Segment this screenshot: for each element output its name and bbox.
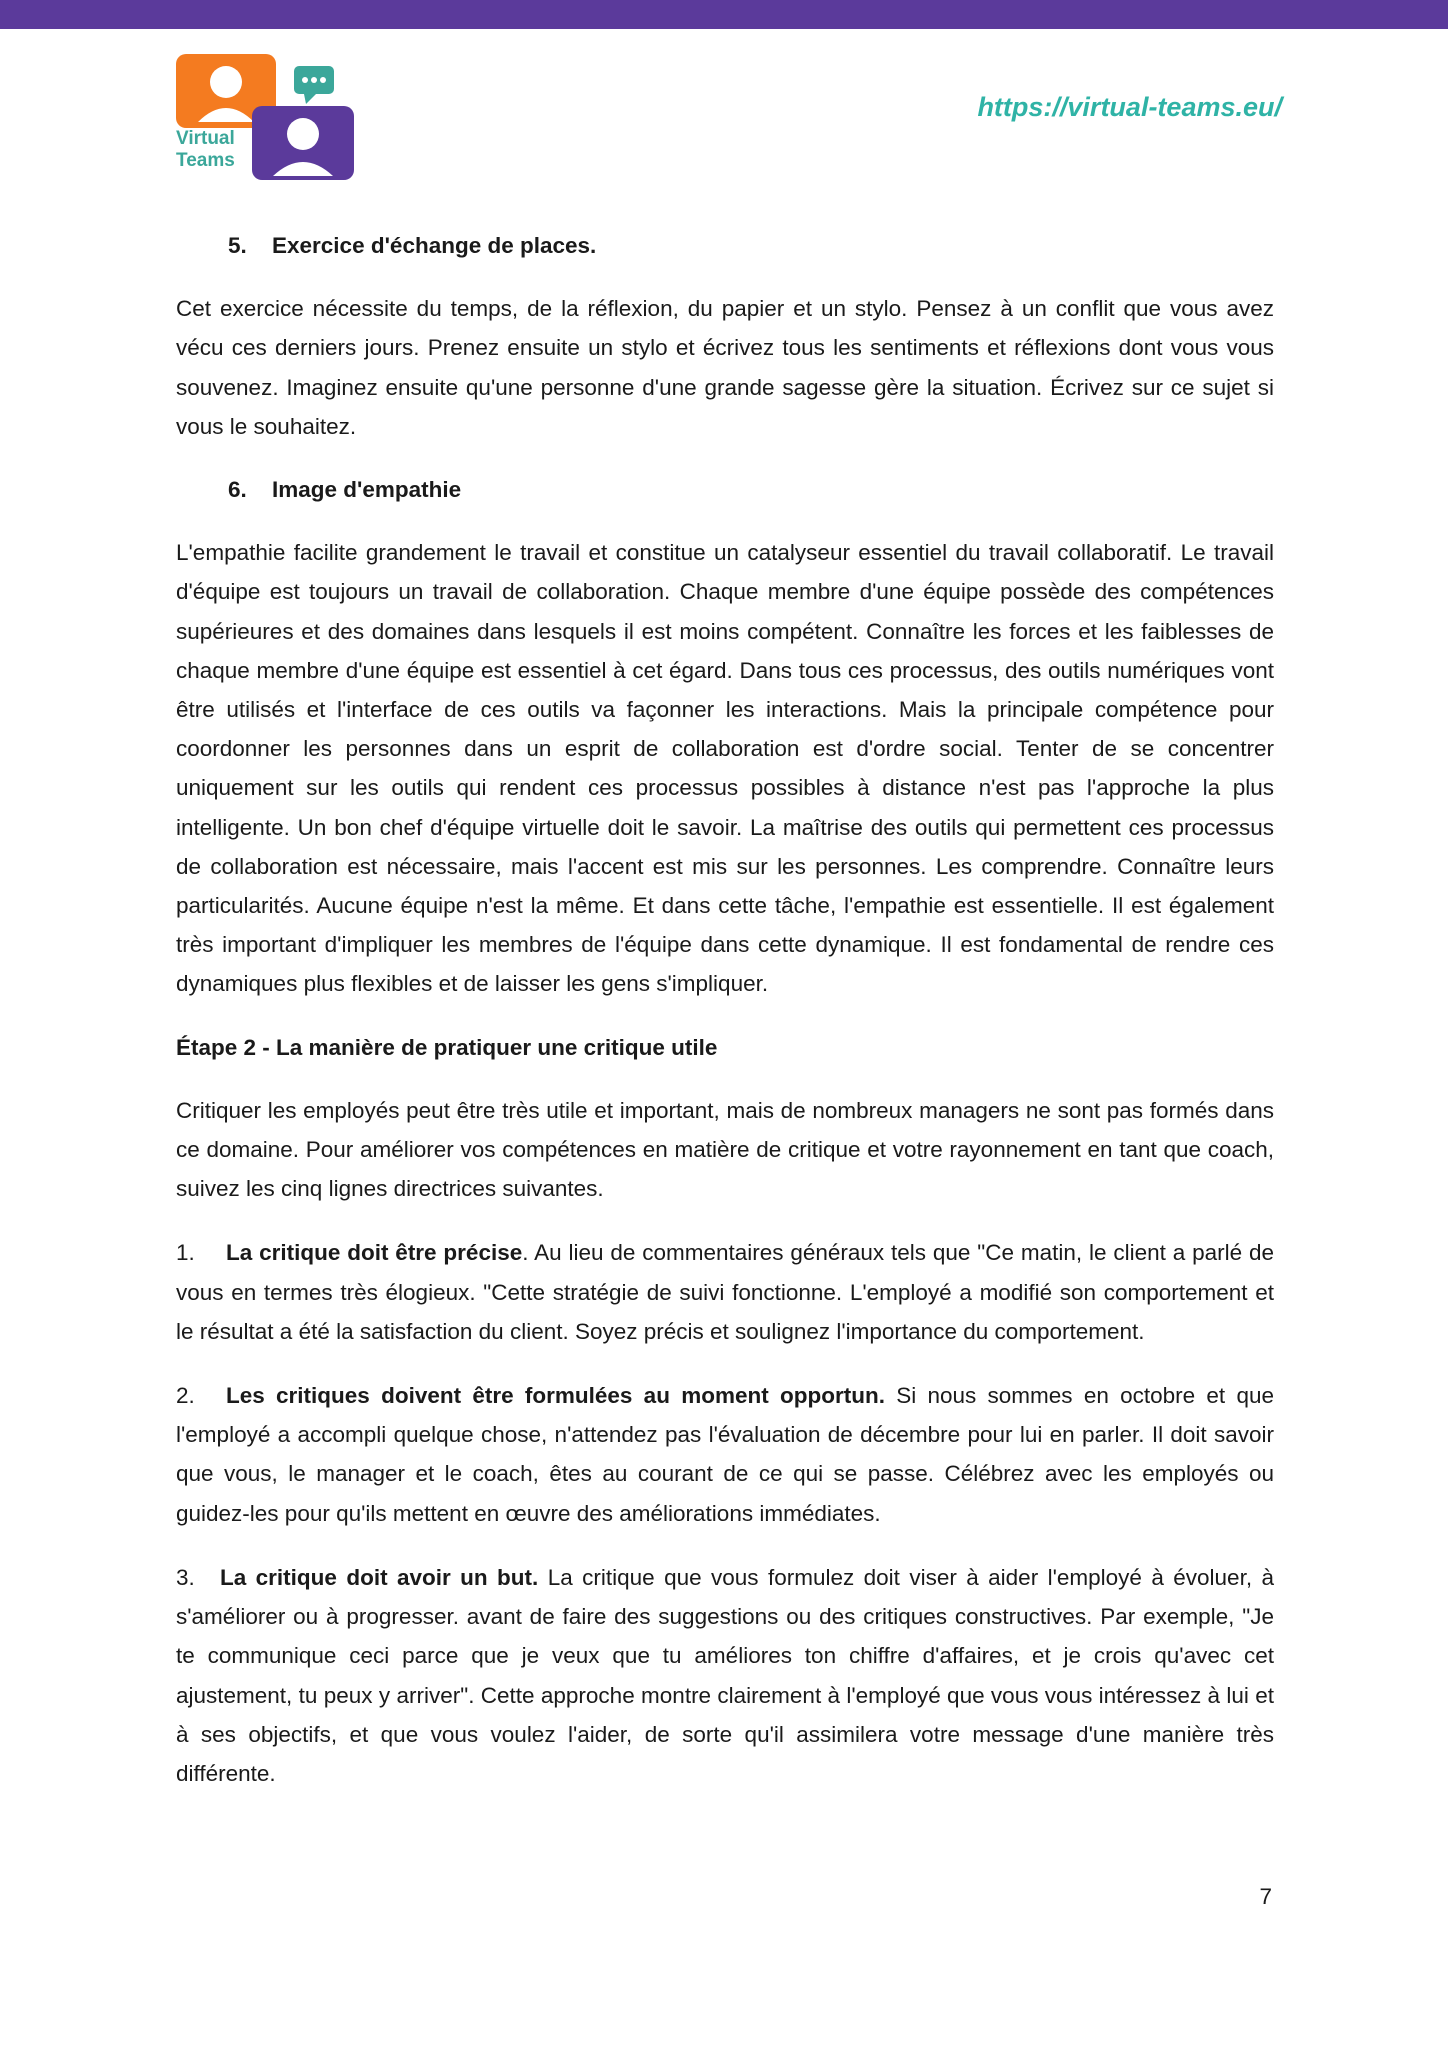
section-5-paragraph: Cet exercice nécessite du temps, de la réflexion, du papier et un stylo. Pensez à un conflit que vous avez vécu ces derniers jours. Prenez ensuite un stylo et écrivez tous les sentiments et réflexions dont vous vous souvenez. Imaginez ensuite qu'une personne d'une grande sagesse gère la situation. Écrivez sur ce sujet si vous le souhaitez. bbox=[176, 296, 1274, 439]
website-url: https://virtual-teams.eu/ bbox=[977, 92, 1282, 122]
section-5-heading: 5. Exercice d'échange de places. bbox=[228, 233, 597, 258]
section-6-heading: 6. Image d'empathie bbox=[228, 477, 462, 503]
guideline-item-3: 3. La critique doit avoir un but. La critique que vous formulez doit viser à aider l'employé à évoluer, à s'améliorer ou à progresser. avant de faire des suggestions ou des critiques constructives. Par exemple, "Je te communique ceci parce que je veux que tu améliores ton chiffre d'affaires, et je crois qu'avec cet ajustement, tu peux y arriver". Cette approche montre clairement à l'employé que vous vous intéressez à lui et à ses objectifs, et que vous voulez l'aider, de sorte qu'il assimilera votre message d'une manière très différente. bbox=[176, 1564, 1274, 1786]
top-bar bbox=[0, 0, 1448, 29]
step-2-heading: Étape 2 - La manière de pratiquer une critique utile bbox=[176, 1034, 718, 1060]
guideline-item-1: 1. La critique doit être précise. Au lieu de commentaires généraux tels que "Ce matin, le client a parlé de vous en termes très élogieux. "Cette stratégie de suivi fonctionne. L'employé a modifié son comportement et le résultat a été la satisfaction du client. Soyez précis et soulignez l'importance du comportement. bbox=[176, 1240, 1274, 1344]
section-6-paragraph: L'empathie facilite grandement le travail et constitue un catalyseur essentiel du travail collaboratif. Le travail d'équipe est toujours un travail de collaboration. Chaque membre d'une équipe possède des compétences supérieures et des domaines dans lesquels il est moins compétent. Connaître les forces et les faiblesses de chaque membre d'une équipe est essentiel à cet égard. Dans tous ces processus, des outils numériques vont être utilisés et l'interface de ces outils va façonner les interactions. Mais la principale compétence pour coordonner les personnes dans un esprit de collaboration est d'ordre social. Tenter de se concentrer uniquement sur les outils qui rendent ces processus possibles à distance n'est pas l'approche la plus intelligente. Un bon chef d'équipe virtuelle doit le savoir. La maîtrise des outils qui permettent ces processus de collaboration est nécessaire, mais l'accent est mis sur les personnes. Les comprendre. Connaître leurs particularités. Aucune équipe n'est la même. Et dans cette tâche, l'empathie est essentielle. Il est également très important d'impliquer les membres de l'équipe dans cette dynamique. Il est fondamental de rendre ces dynamiques plus flexibles et de laisser les gens s'impliquer. bbox=[176, 540, 1274, 997]
document-body bbox=[176, 226, 1274, 1793]
logo-text: Virtual Teams bbox=[176, 128, 235, 171]
step-2-intro: Critiquer les employés peut être très utile et important, mais de nombreux managers ne sont pas formés dans ce domaine. Pour améliorer vos compétences en matière de critique et votre rayonnement en tant que coach, suivez les cinq lignes directrices suivantes. bbox=[176, 1097, 1274, 1202]
page-number: 7 bbox=[1259, 1884, 1272, 1909]
guideline-item-2: 2. Les critiques doivent être formulées au moment opportun. Si nous sommes en octobre et que l'employé a accompli quelque chose, n'attendez pas l'évaluation de décembre pour lui en parler. Il doit savoir que vous, le manager et le coach, êtes au courant de ce qui se passe. Célébrez avec les employés ou guidez-les pour qu'ils mettent en œuvre des améliorations immédiates. bbox=[176, 1383, 1274, 1526]
